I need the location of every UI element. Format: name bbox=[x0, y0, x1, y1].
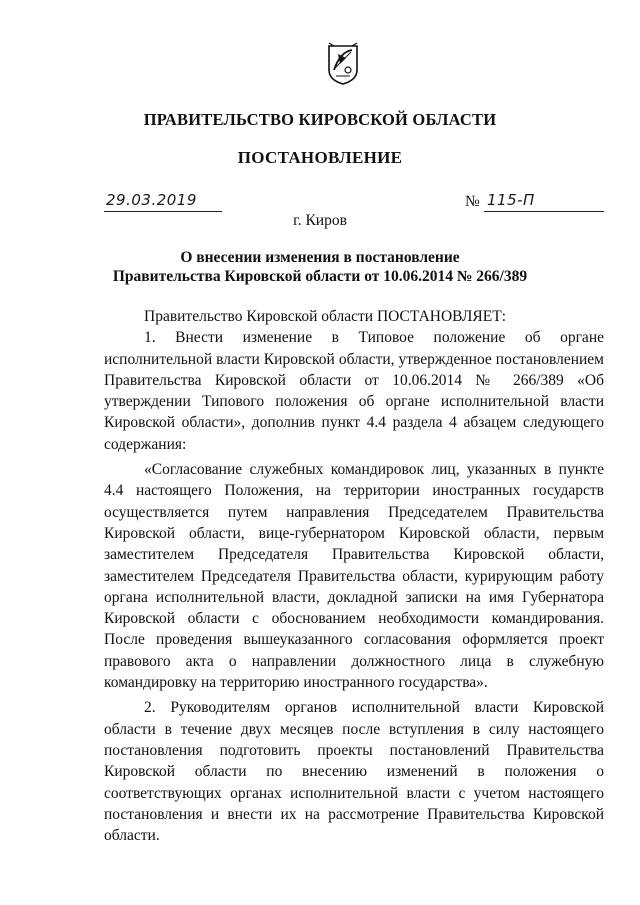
document-number: 115-П bbox=[487, 191, 535, 209]
number-sign: № bbox=[465, 193, 480, 210]
kirov-coat-of-arms-icon bbox=[326, 40, 360, 86]
subject-line-2: Правительства Кировской области от 10.06.2014 № 266/389 bbox=[112, 268, 528, 285]
quoted-amendment: «Согласование служебных командировок лиц, указанных в пункте 4.4 настоящего Положения, на территории иностранных государств осуществляется путем направления Председателем Правительства Кировской области, вице-губернатором Кировской области, первым заместителем Председателя Правительства Кировской области, заместителем Председателя Правительства области, курирующим работу органа исполнительной власти, докладной записки на имя Губернатора Кировской области с обоснованием необходимости командирования. После проведения вышеуказанного согласования оформляется проект правового акта о направлении должностного лица в служебную командировку на территорию иностранного государства». bbox=[104, 461, 604, 692]
document-date: 29.03.2019 bbox=[106, 191, 197, 209]
paragraph-2: 2. Руководителям органов исполнительной власти Кировской области в течение двух месяцев после вступления в силу настоящего постановления подготовить проекты постановлений Правительства Кировской области по внесению изменений в положения о соответствующих органах исполнительной власти с учетом настоящего постановления и внести их на рассмотрение Правительства Кировской области. bbox=[104, 699, 604, 845]
document-subject bbox=[0, 248, 640, 286]
government-title: ПРАВИТЕЛЬСТВО КИРОВСКОЙ ОБЛАСТИ bbox=[143, 110, 497, 129]
date-field bbox=[104, 193, 222, 212]
document-body bbox=[104, 306, 604, 846]
number-field bbox=[484, 193, 604, 212]
city: г. Киров bbox=[293, 212, 347, 229]
document-type: ПОСТАНОВЛЕНИЕ bbox=[237, 148, 403, 167]
subject-line-1: О внесении изменения в постановление bbox=[180, 249, 460, 266]
paragraph-1: 1. Внести изменение в Типовое положение об органе исполнительной власти Кировской области, утвержденное постановлением Правительства Кировской области от 10.06.2014 № 266/389 «Об утверждении Типового положения об органе исполнительной власти Кировской области», дополнив пункт 4.4 раздела 4 абзацем следующего содержания: bbox=[104, 329, 604, 453]
body-lead: Правительство Кировской области ПОСТАНОВЛЯЕТ: bbox=[144, 308, 507, 325]
